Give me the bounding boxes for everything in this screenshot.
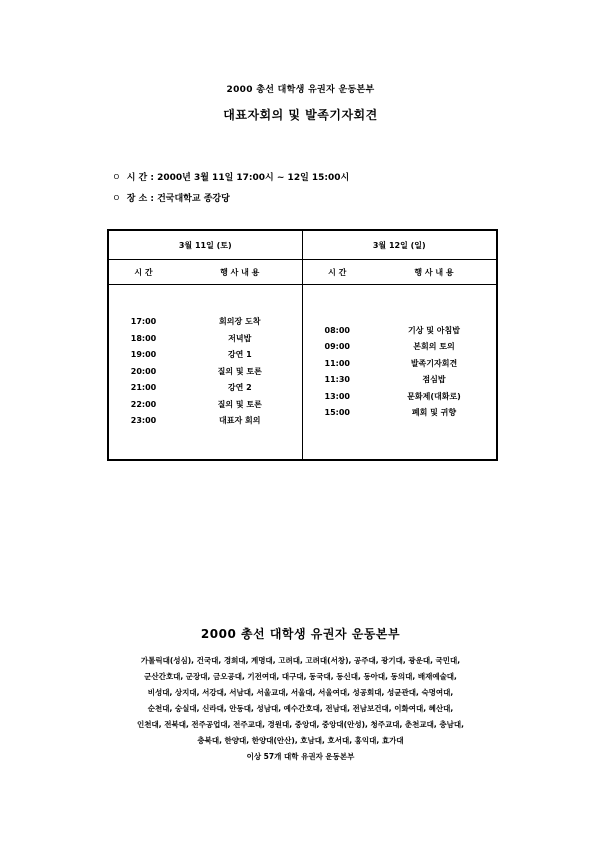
schedule-content: 질의 및 토론 [217, 366, 262, 376]
schedule-content: 점심밥 [422, 375, 446, 384]
day2-times [302, 285, 372, 461]
schedule-content: 본회의 토의 [413, 342, 455, 351]
organization-header: 2000 총선 대학생 유권자 운동본부 [226, 85, 375, 95]
info-place-text: 장 소 : 건국대학교 종강당 [126, 194, 230, 204]
schedule-content: 강연 1 [227, 350, 252, 360]
schedule-body-row [108, 285, 497, 461]
schedule-content: 발족기자회견 [410, 358, 458, 368]
schedule-content: 대표자 회의 [219, 416, 261, 426]
schedule-content: 강연 2 [227, 383, 252, 393]
day1-header: 3월 11일 (토) [108, 230, 302, 260]
info-time [112, 170, 349, 183]
member-line: 충북대, 한양대, 한양대(안산), 호남대, 호서대, 홍익대, 효가대 [197, 736, 404, 745]
schedule-time: 22:00 [130, 399, 157, 409]
info-place [112, 191, 230, 204]
member-count-line: 이상 57개 대학 유권자 운동본부 [246, 752, 355, 761]
schedule-time: 08:00 [324, 325, 350, 335]
schedule-time: 19:00 [130, 350, 157, 360]
footer-title: 2000 총선 대학생 유권자 운동본부 [200, 627, 401, 641]
day1-content-header: 행 사 내 용 [178, 260, 302, 285]
day1-contents [178, 285, 302, 461]
day-header-row [108, 230, 497, 260]
day1-times [108, 285, 178, 461]
schedule-content: 저녁밥 [228, 333, 252, 343]
schedule-content: 폐회 및 귀향 [411, 408, 457, 417]
column-header-row [108, 260, 497, 285]
member-line: 순천대, 숭실대, 신라대, 안동대, 성남대, 예수간호대, 전남대, 전남보건대, 이화여대, 혜산대, [147, 704, 454, 713]
member-line: 인천대, 전북대, 전주공업대, 전주교대, 경원대, 중앙대, 중앙대(안성), 청주교대, 춘천교대, 충남대, [137, 720, 464, 729]
schedule-time: 11:00 [324, 358, 350, 368]
member-line: 비성대, 상지대, 서강대, 서남대, 서울교대, 서울대, 서울여대, 성공회대, 성균관대, 숙명여대, [147, 688, 454, 697]
day2-time-header: 시 간 [302, 260, 372, 285]
schedule-time: 21:00 [130, 383, 157, 393]
schedule-time: 18:00 [130, 333, 157, 343]
schedule-time: 13:00 [324, 391, 350, 401]
page-title: 대표자회의 및 발족기자회견 [223, 108, 378, 122]
schedule-time: 15:00 [324, 408, 350, 417]
schedule-time: 23:00 [130, 416, 157, 426]
schedule-content: 기상 및 아침밥 [408, 325, 460, 335]
info-time-text: 시 간 : 2000년 3월 11일 17:00시 ~ 12일 15:00시 [126, 173, 350, 183]
schedule-table [107, 229, 498, 461]
schedule-time: 11:30 [324, 375, 350, 384]
schedule-content: 문화제(대화로) [407, 391, 461, 401]
member-line: 군산간호대, 군장대, 금오공대, 기전여대, 대구대, 동국대, 동신대, 동아대, 동의대, 배재예술대, [144, 672, 457, 681]
day2-header: 3월 12일 (일) [302, 230, 497, 260]
member-universities [70, 653, 531, 765]
day2-contents [372, 285, 497, 461]
bullet-icon: ㅇ [112, 173, 121, 183]
bullet-icon: ㅇ [112, 194, 121, 204]
day2-content-header: 행 사 내 용 [372, 260, 497, 285]
schedule-time: 20:00 [130, 366, 157, 376]
schedule-time: 17:00 [130, 317, 157, 327]
member-line: 가톨릭대(성심), 건국대, 경희대, 계명대, 고려대, 고려대(서창), 공주대, 광기대, 광운대, 국민대, [140, 656, 461, 665]
schedule-time: 09:00 [324, 342, 350, 351]
schedule-content: 질의 및 토론 [217, 399, 262, 409]
schedule-content: 회의장 도착 [219, 317, 261, 327]
day1-time-header: 시 간 [108, 260, 178, 285]
